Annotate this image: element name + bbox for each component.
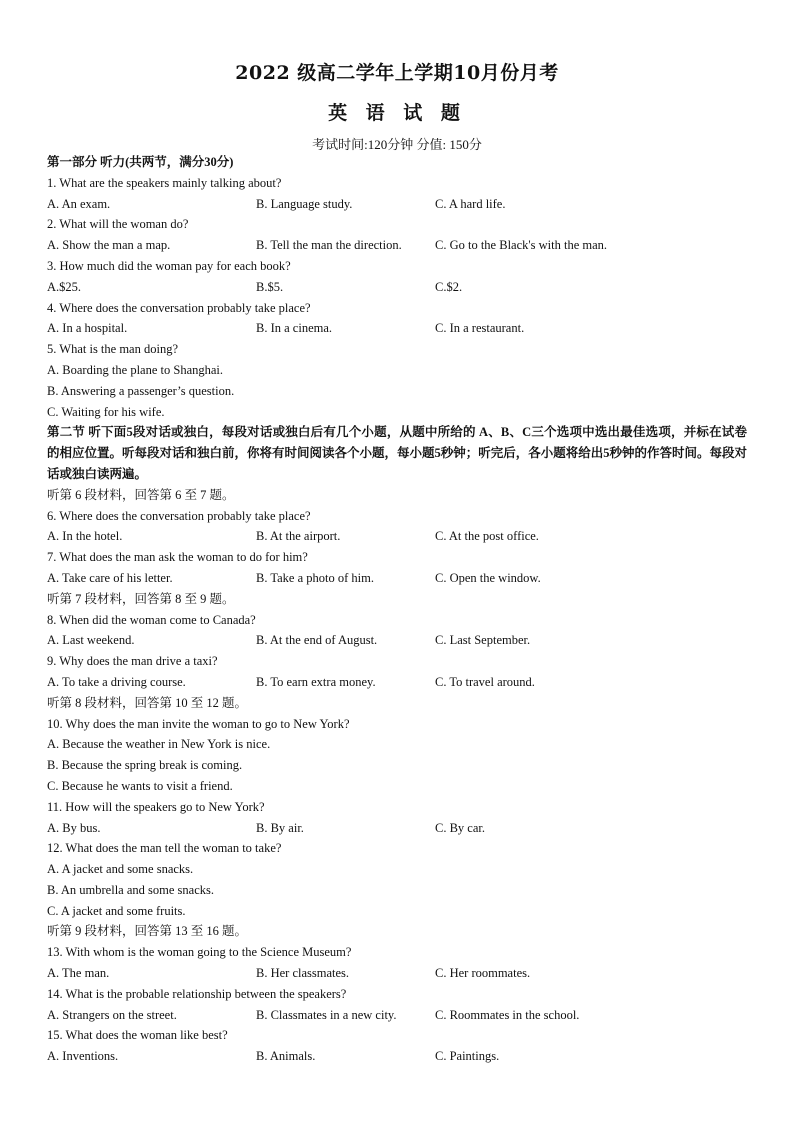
option-a: A.$25.	[47, 279, 82, 294]
section1-heading: 第一部分 听力(共两节，满分30分)	[47, 155, 234, 169]
option-b: B. To earn extra money.	[256, 674, 376, 689]
exam-info: 考试时间:120分钟 分值: 150分	[312, 137, 482, 152]
option-c: C. By car.	[435, 820, 485, 835]
exam-subtitle: 英 语 试 题	[328, 102, 466, 124]
question-stem: 11. How will the speakers go to New York?	[47, 799, 265, 814]
option-a: A. Strangers on the street.	[47, 1007, 177, 1022]
material-heading: 听第 6 段材料，回答第 6 至 7 题。	[47, 487, 235, 502]
option-c: C. Last September.	[435, 633, 531, 648]
option-a: A. Because the weather in New York is nice.	[47, 737, 271, 752]
option-c: C. Her roommates.	[435, 966, 531, 981]
option-a: A. Show the man a map.	[47, 238, 171, 253]
question-stem: 15. What does the woman like best?	[47, 1028, 228, 1043]
option-c: C. A hard life.	[435, 196, 506, 211]
option-b: B. At the airport.	[256, 529, 341, 544]
question-options	[47, 568, 747, 589]
question-options	[47, 630, 747, 651]
option-b: B. Tell the man the direction.	[256, 238, 402, 253]
option-b: B. Take a photo of him.	[256, 570, 374, 585]
option-a: A. Last weekend.	[47, 633, 135, 648]
option-b: B. Animals.	[256, 1049, 316, 1064]
option-b: B. Because the spring break is coming.	[47, 758, 243, 773]
option-c: C. Paintings.	[435, 1049, 500, 1064]
question-options	[47, 194, 747, 215]
question-stem: 5. What is the man doing?	[47, 342, 178, 357]
question-stem: 7. What does the man ask the woman to do for him?	[47, 550, 308, 565]
question-stem: 3. How much did the woman pay for each book?	[47, 258, 291, 273]
option-a: A. To take a driving course.	[47, 674, 186, 689]
option-b: B.$5.	[256, 279, 284, 294]
option-c: C. Go to the Black's with the man.	[435, 238, 608, 253]
material-heading: 听第 9 段材料，回答第 13 至 16 题。	[47, 924, 248, 939]
option-b: B. An umbrella and some snacks.	[47, 882, 214, 897]
option-b: B. By air.	[256, 820, 304, 835]
question-options	[47, 818, 747, 839]
option-c: C. Open the window.	[435, 570, 541, 585]
option-a: A. A jacket and some snacks.	[47, 862, 194, 877]
question-options	[47, 1005, 747, 1026]
option-a: A. By bus.	[47, 820, 101, 835]
question-options	[47, 318, 747, 339]
option-c: C. At the post office.	[435, 529, 539, 544]
option-b: B. Classmates in a new city.	[256, 1007, 397, 1022]
question-stem: 9. Why does the man drive a taxi?	[47, 654, 218, 669]
question-stem: 12. What does the man tell the woman to take?	[47, 841, 282, 856]
question-stem: 6. Where does the conversation probably take place?	[47, 508, 311, 523]
option-c: C. A jacket and some fruits.	[47, 903, 186, 918]
question-stem: 2. What will the woman do?	[47, 217, 189, 232]
question-options	[47, 1046, 747, 1067]
option-a: A. Inventions.	[47, 1049, 119, 1064]
exam-content	[47, 152, 747, 1067]
option-b: B. Language study.	[256, 196, 353, 211]
option-a: A. In the hotel.	[47, 529, 123, 544]
section2-instructions: 第二节 听下面5段对话或独白，每段对话或独白后有几个小题，从题中所给的 A、B、C三个选项中选出最佳选项，并标在试卷的相应位置。听每段对话和独白前，你将有时间阅读各个小题，每小题5秒钟；听完后，各小题将给出5秒钟的作答时间。每段对话或独白读两遍。	[47, 425, 748, 481]
option-b: B. Answering a passenger’s question.	[47, 383, 235, 398]
question-options	[47, 277, 747, 298]
option-c: C. Roommates in the school.	[435, 1007, 580, 1022]
question-options	[47, 526, 747, 547]
option-c: C.$2.	[435, 279, 463, 294]
option-b: B. In a cinema.	[256, 321, 333, 336]
question-stem: 14. What is the probable relationship between the speakers?	[47, 986, 347, 1001]
option-c: C. In a restaurant.	[435, 321, 525, 336]
question-options	[47, 963, 747, 984]
option-a: A. The man.	[47, 966, 110, 981]
question-stem: 8. When did the woman come to Canada?	[47, 612, 256, 627]
option-b: B. Her classmates.	[256, 966, 350, 981]
option-c: C. To travel around.	[435, 674, 535, 689]
option-a: A. Boarding the plane to Shanghai.	[47, 362, 224, 377]
material-heading: 听第 7 段材料，回答第 8 至 9 题。	[47, 591, 235, 606]
question-options	[47, 235, 747, 256]
question-stem: 13. With whom is the woman going to the Science Museum?	[47, 945, 352, 960]
question-stem: 4. Where does the conversation probably take place?	[47, 300, 311, 315]
option-a: A. In a hospital.	[47, 321, 128, 336]
option-c: C. Because he wants to visit a friend.	[47, 778, 233, 793]
option-b: B. At the end of August.	[256, 633, 378, 648]
question-stem: 10. Why does the man invite the woman to go to New York?	[47, 716, 350, 731]
option-c: C. Waiting for his wife.	[47, 404, 165, 419]
material-heading: 听第 8 段材料，回答第 10 至 12 题。	[47, 695, 248, 710]
option-a: A. An exam.	[47, 196, 111, 211]
question-stem: 1. What are the speakers mainly talking about?	[47, 175, 282, 190]
question-options	[47, 672, 747, 693]
option-a: A. Take care of his letter.	[47, 570, 173, 585]
exam-title: 2022 级高二学年上学期10月份月考	[235, 62, 559, 84]
